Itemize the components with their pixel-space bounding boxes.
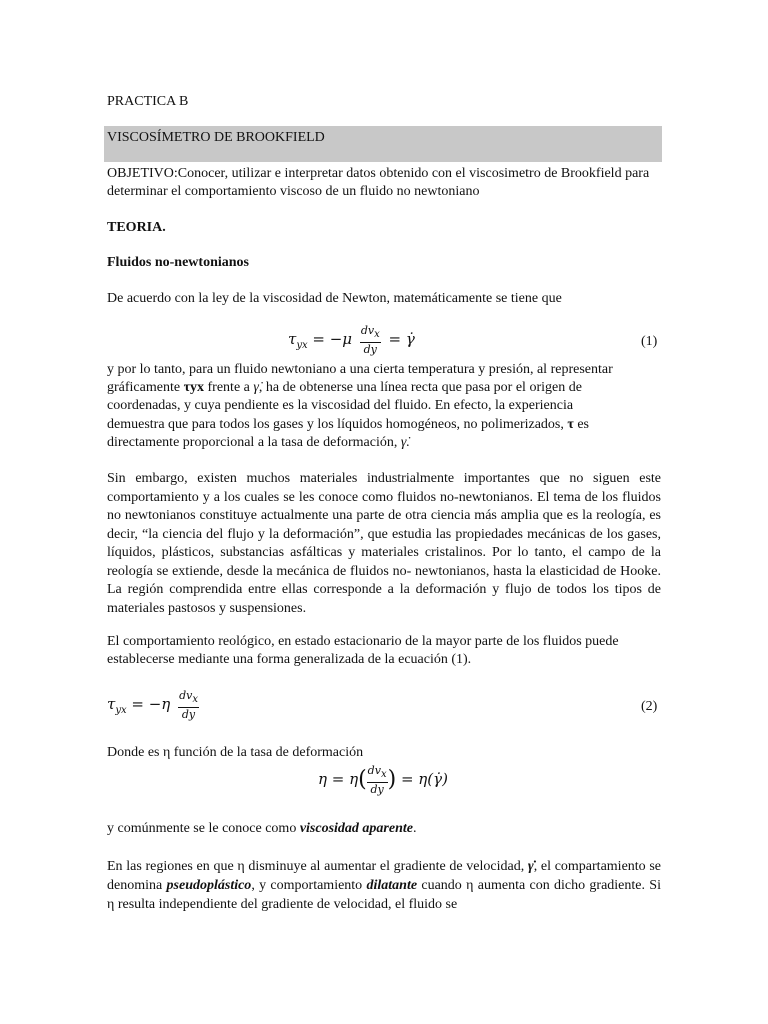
newtonian-paragraph-line-4 — [107, 416, 661, 434]
p2-text-a: gráficamente — [107, 380, 181, 395]
subsection-heading: Fluidos no-newtonianos — [107, 255, 249, 270]
equation-2-number: (2) — [641, 699, 658, 714]
equation-1 — [288, 324, 415, 356]
p7-text-d: cuando η aumenta con dicho gradiente. Si η resulta independiente del gradiente de velocidad, el fluido se — [107, 878, 661, 912]
gamma-dot-symbol: γ̇ — [253, 380, 259, 395]
section-band-title: VISCOSÍMETRO DE BROOKFIELD — [107, 130, 325, 145]
eq2-middle: = −η — [131, 695, 171, 714]
p2-text-f: directamente proporcional a la tasa de deformación, — [107, 435, 398, 450]
eq2-fraction — [178, 689, 199, 721]
regions-paragraph — [107, 857, 661, 914]
eq3-den: dy — [370, 783, 384, 797]
eq3-num: dv — [367, 764, 381, 777]
document-title: PRACTICA B — [107, 94, 189, 109]
viscosidad-aparente-term: viscosidad aparente — [299, 821, 413, 836]
p6-suffix: . — [412, 821, 417, 836]
equation-2 — [107, 689, 202, 721]
p2-text-b: frente a — [207, 380, 250, 395]
section-band — [104, 126, 662, 162]
p6-prefix: y comúnmente se le conoce como — [107, 821, 300, 836]
p2-text-c: , ha de obtenerse una línea recta que pasa por el origen de — [258, 380, 582, 395]
p2-text-e: es — [577, 417, 589, 432]
dilatante-term: dilatante — [366, 878, 418, 893]
eq2-den: dy — [181, 708, 196, 722]
eq1-num: dv — [360, 324, 375, 337]
eq1-rhs: = γ̇ — [388, 330, 415, 349]
eq3-lhs: η = η — [318, 770, 359, 789]
gamma-dot-symbol-end: γ̇. — [400, 435, 410, 450]
eta-definition-paragraph: Donde es η función de la tasa de deformación — [107, 745, 364, 760]
eq3-rhs: = η(γ̇) — [400, 770, 448, 789]
generalized-paragraph: El comportamiento reológico, en estado estacionario de la mayor parte de los fluidos puede establecerse mediante una forma generalizada de la ecuación (1). — [107, 634, 619, 667]
eq2-lhs: τ — [107, 695, 116, 714]
intro-paragraph: De acuerdo con la ley de la viscosidad de Newton, matemáticamente se tiene que — [107, 291, 562, 306]
eq1-middle: = −μ — [312, 330, 353, 349]
equation-3 — [318, 764, 448, 796]
theory-heading: TEORIA. — [107, 220, 166, 235]
eq2-num: dv — [179, 689, 193, 702]
p2-text-d: demuestra que para todos los gases y los líquidos homogéneos, no polimerizados, — [107, 417, 564, 432]
pseudoplastico-term: pseudoplástico — [166, 878, 252, 893]
newtonian-paragraph-line-2 — [107, 379, 661, 397]
eq1-lhs: τ — [288, 330, 297, 349]
eq1-num-sub: x — [374, 329, 380, 341]
eq1-fraction — [360, 324, 381, 356]
p7-text-b: , el compartamiento se denomina — [107, 859, 662, 893]
newtonian-paragraph-line-3: coordenadas, y cuya pendiente es la viscosidad del fluido. En efecto, la experiencia — [107, 398, 574, 413]
eq3-fraction — [367, 764, 388, 796]
tau-yx-symbol: τyx — [183, 380, 205, 395]
p7-text-c: , y comportamiento — [251, 878, 363, 893]
tau-symbol: τ — [567, 417, 574, 432]
eq2-num-sub: x — [192, 694, 198, 706]
objective-paragraph: OBJETIVO:Conocer, utilizar e interpretar datos obtenido con el viscosimetro de Brookfield para determinar el comportamiento viscoso de un fluido no newtoniano — [107, 166, 650, 199]
eq2-lhs-sub: yx — [115, 705, 127, 717]
newtonian-paragraph-line-5 — [107, 434, 410, 452]
eq1-den: dy — [363, 343, 377, 357]
gamma-dot-symbol-p7: γ̇ — [527, 859, 534, 874]
p7-text-a: En las regiones en que η disminuye al aumentar el gradiente de velocidad, — [107, 859, 525, 874]
equation-1-number: (1) — [641, 334, 658, 349]
eq3-left-paren: ( — [358, 767, 367, 793]
rheology-paragraph: Sin embargo, existen muchos materiales industrialmente importantes que no siguen este comportamiento y a los cuales se les conoce como fluidos no-newtonianos. El tema de los fluidos no newtonianos constituye actualmente una parte de otra ciencia más amplia que es la reología, es decir, “la ciencia del flujo y la deformación”, que estudia las propiedades mecánicas de los gases, líquidos, plásticos, substancias asfálticas y materiales cristalinos. Por lo tanto, el campo de la reología se extiende, desde la mecánica de fluidos no- newtonianos, hasta la elasticidad de Hooke. La región comprendida entre ellas corresponde a la deformación y flujo de todos los tipos de materiales pastosos y suspensiones. — [107, 471, 661, 616]
eq3-num-sub: x — [380, 769, 387, 781]
eq3-right-paren: ) — [387, 767, 397, 793]
newtonian-paragraph-line-1: y por lo tanto, para un fluido newtoniano a una cierta temperatura y presión, al representar — [107, 362, 613, 377]
apparent-viscosity-paragraph — [107, 820, 661, 838]
eq1-lhs-sub: yx — [296, 340, 308, 352]
